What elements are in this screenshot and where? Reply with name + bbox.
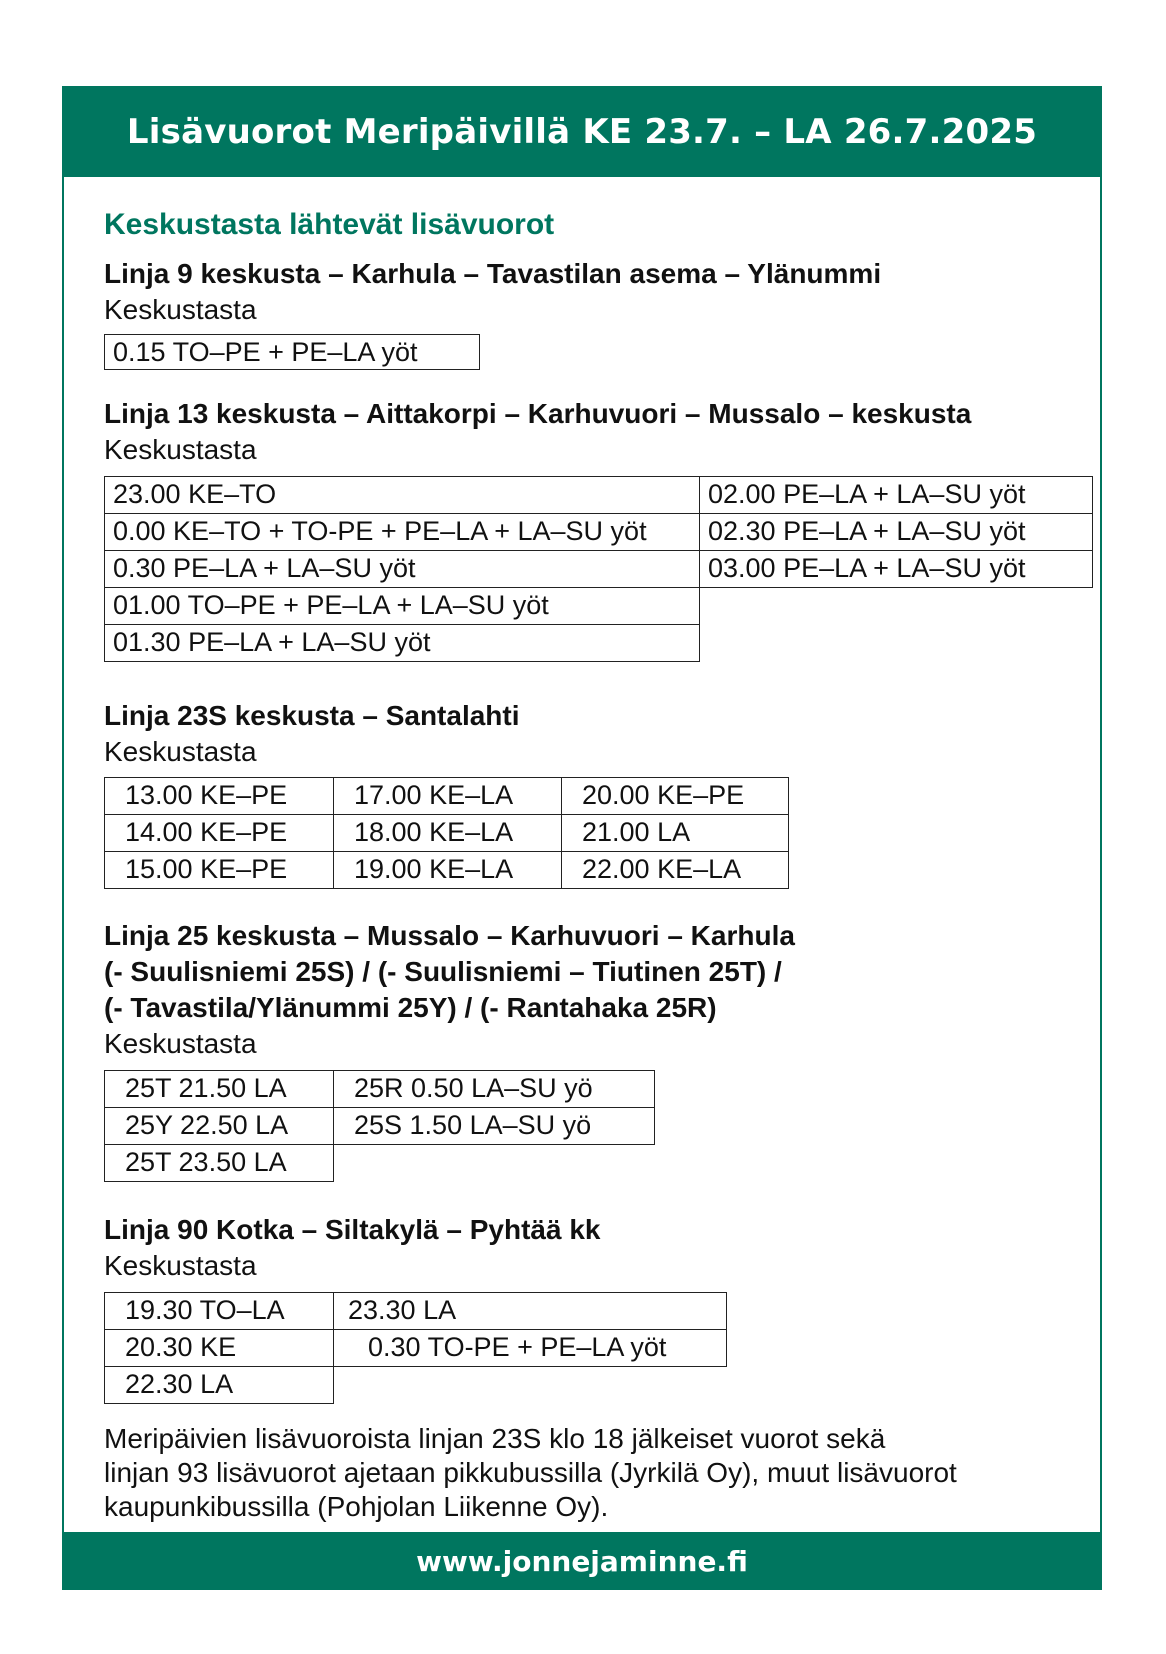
line-23s-time: 18.00 KE–LA <box>333 814 562 852</box>
line-25-time: 25T 21.50 LA <box>104 1070 334 1108</box>
note-line: Meripäivien lisävuoroista linjan 23S klo 18 jälkeiset vuorot sekä <box>104 1423 886 1454</box>
note-line: linjan 93 lisävuorot ajetaan pikkubussilla (Jyrkilä Oy), muut lisävuorot <box>104 1457 957 1488</box>
line-25-heading: (- Tavastila/Ylänummi 25Y) / (- Rantahaka 25R) <box>104 992 717 1023</box>
line-13-time: 01.30 PE–LA + LA–SU yöt <box>104 624 700 662</box>
line-25-time: 25Y 22.50 LA <box>104 1107 334 1145</box>
line-23s-heading: Linja 23S keskusta – Santalahti <box>104 700 520 731</box>
section-title: Keskustasta lähtevät lisävuorot <box>104 208 555 241</box>
line-13-heading: Linja 13 keskusta – Aittakorpi – Karhuvuori – Mussalo – keskusta <box>104 398 972 429</box>
line-90-heading: Linja 90 Kotka – Siltakylä – Pyhtää kk <box>104 1214 601 1245</box>
line-25-time: 25R 0.50 LA–SU yö <box>333 1070 655 1108</box>
line-13-sub: Keskustasta <box>104 434 257 465</box>
line-13-time: 0.00 KE–TO + TO-PE + PE–LA + LA–SU yöt <box>104 513 700 551</box>
line-13-time: 02.30 PE–LA + LA–SU yöt <box>699 513 1093 551</box>
line-25-heading: (- Suulisniemi 25S) / (- Suulisniemi – Tiutinen 25T) / <box>104 956 782 987</box>
line-23s-time: 22.00 KE–LA <box>561 851 789 889</box>
line-90-time: 20.30 KE <box>104 1329 334 1367</box>
line-13-time: 23.00 KE–TO <box>104 476 700 514</box>
line-9-time: 0.15 TO–PE + PE–LA yöt <box>104 334 480 370</box>
line-23s-time: 17.00 KE–LA <box>333 777 562 815</box>
line-9-sub: Keskustasta <box>104 294 257 325</box>
line-23s-time: 21.00 LA <box>561 814 789 852</box>
line-13-time: 01.00 TO–PE + PE–LA + LA–SU yöt <box>104 587 700 625</box>
line-23s-time: 13.00 KE–PE <box>104 777 334 815</box>
line-13-time: 03.00 PE–LA + LA–SU yöt <box>699 550 1093 588</box>
website-link[interactable]: www.jonnejaminne.fi <box>62 1532 1102 1590</box>
line-90-time: 19.30 TO–LA <box>104 1292 334 1330</box>
line-23s-time: 15.00 KE–PE <box>104 851 334 889</box>
line-90-time: 23.30 LA <box>333 1292 727 1330</box>
page-title: Lisävuorot Meripäivillä KE 23.7. – LA 26.7.2025 <box>62 86 1102 177</box>
line-25-sub: Keskustasta <box>104 1028 257 1059</box>
line-13-time: 02.00 PE–LA + LA–SU yöt <box>699 476 1093 514</box>
line-23s-time: 14.00 KE–PE <box>104 814 334 852</box>
note-line: kaupunkibussilla (Pohjolan Liikenne Oy). <box>104 1491 609 1522</box>
line-90-sub: Keskustasta <box>104 1250 257 1281</box>
line-13-time: 0.30 PE–LA + LA–SU yöt <box>104 550 700 588</box>
line-90-time: 22.30 LA <box>104 1366 334 1404</box>
line-90-time: 0.30 TO-PE + PE–LA yöt <box>333 1329 727 1367</box>
line-25-time: 25S 1.50 LA–SU yö <box>333 1107 655 1145</box>
line-23s-time: 20.00 KE–PE <box>561 777 789 815</box>
line-23s-sub: Keskustasta <box>104 736 257 767</box>
line-23s-time: 19.00 KE–LA <box>333 851 562 889</box>
line-9-heading: Linja 9 keskusta – Karhula – Tavastilan asema – Ylänummi <box>104 258 882 289</box>
line-25-time: 25T 23.50 LA <box>104 1144 334 1182</box>
line-25-heading: Linja 25 keskusta – Mussalo – Karhuvuori – Karhula <box>104 920 795 951</box>
